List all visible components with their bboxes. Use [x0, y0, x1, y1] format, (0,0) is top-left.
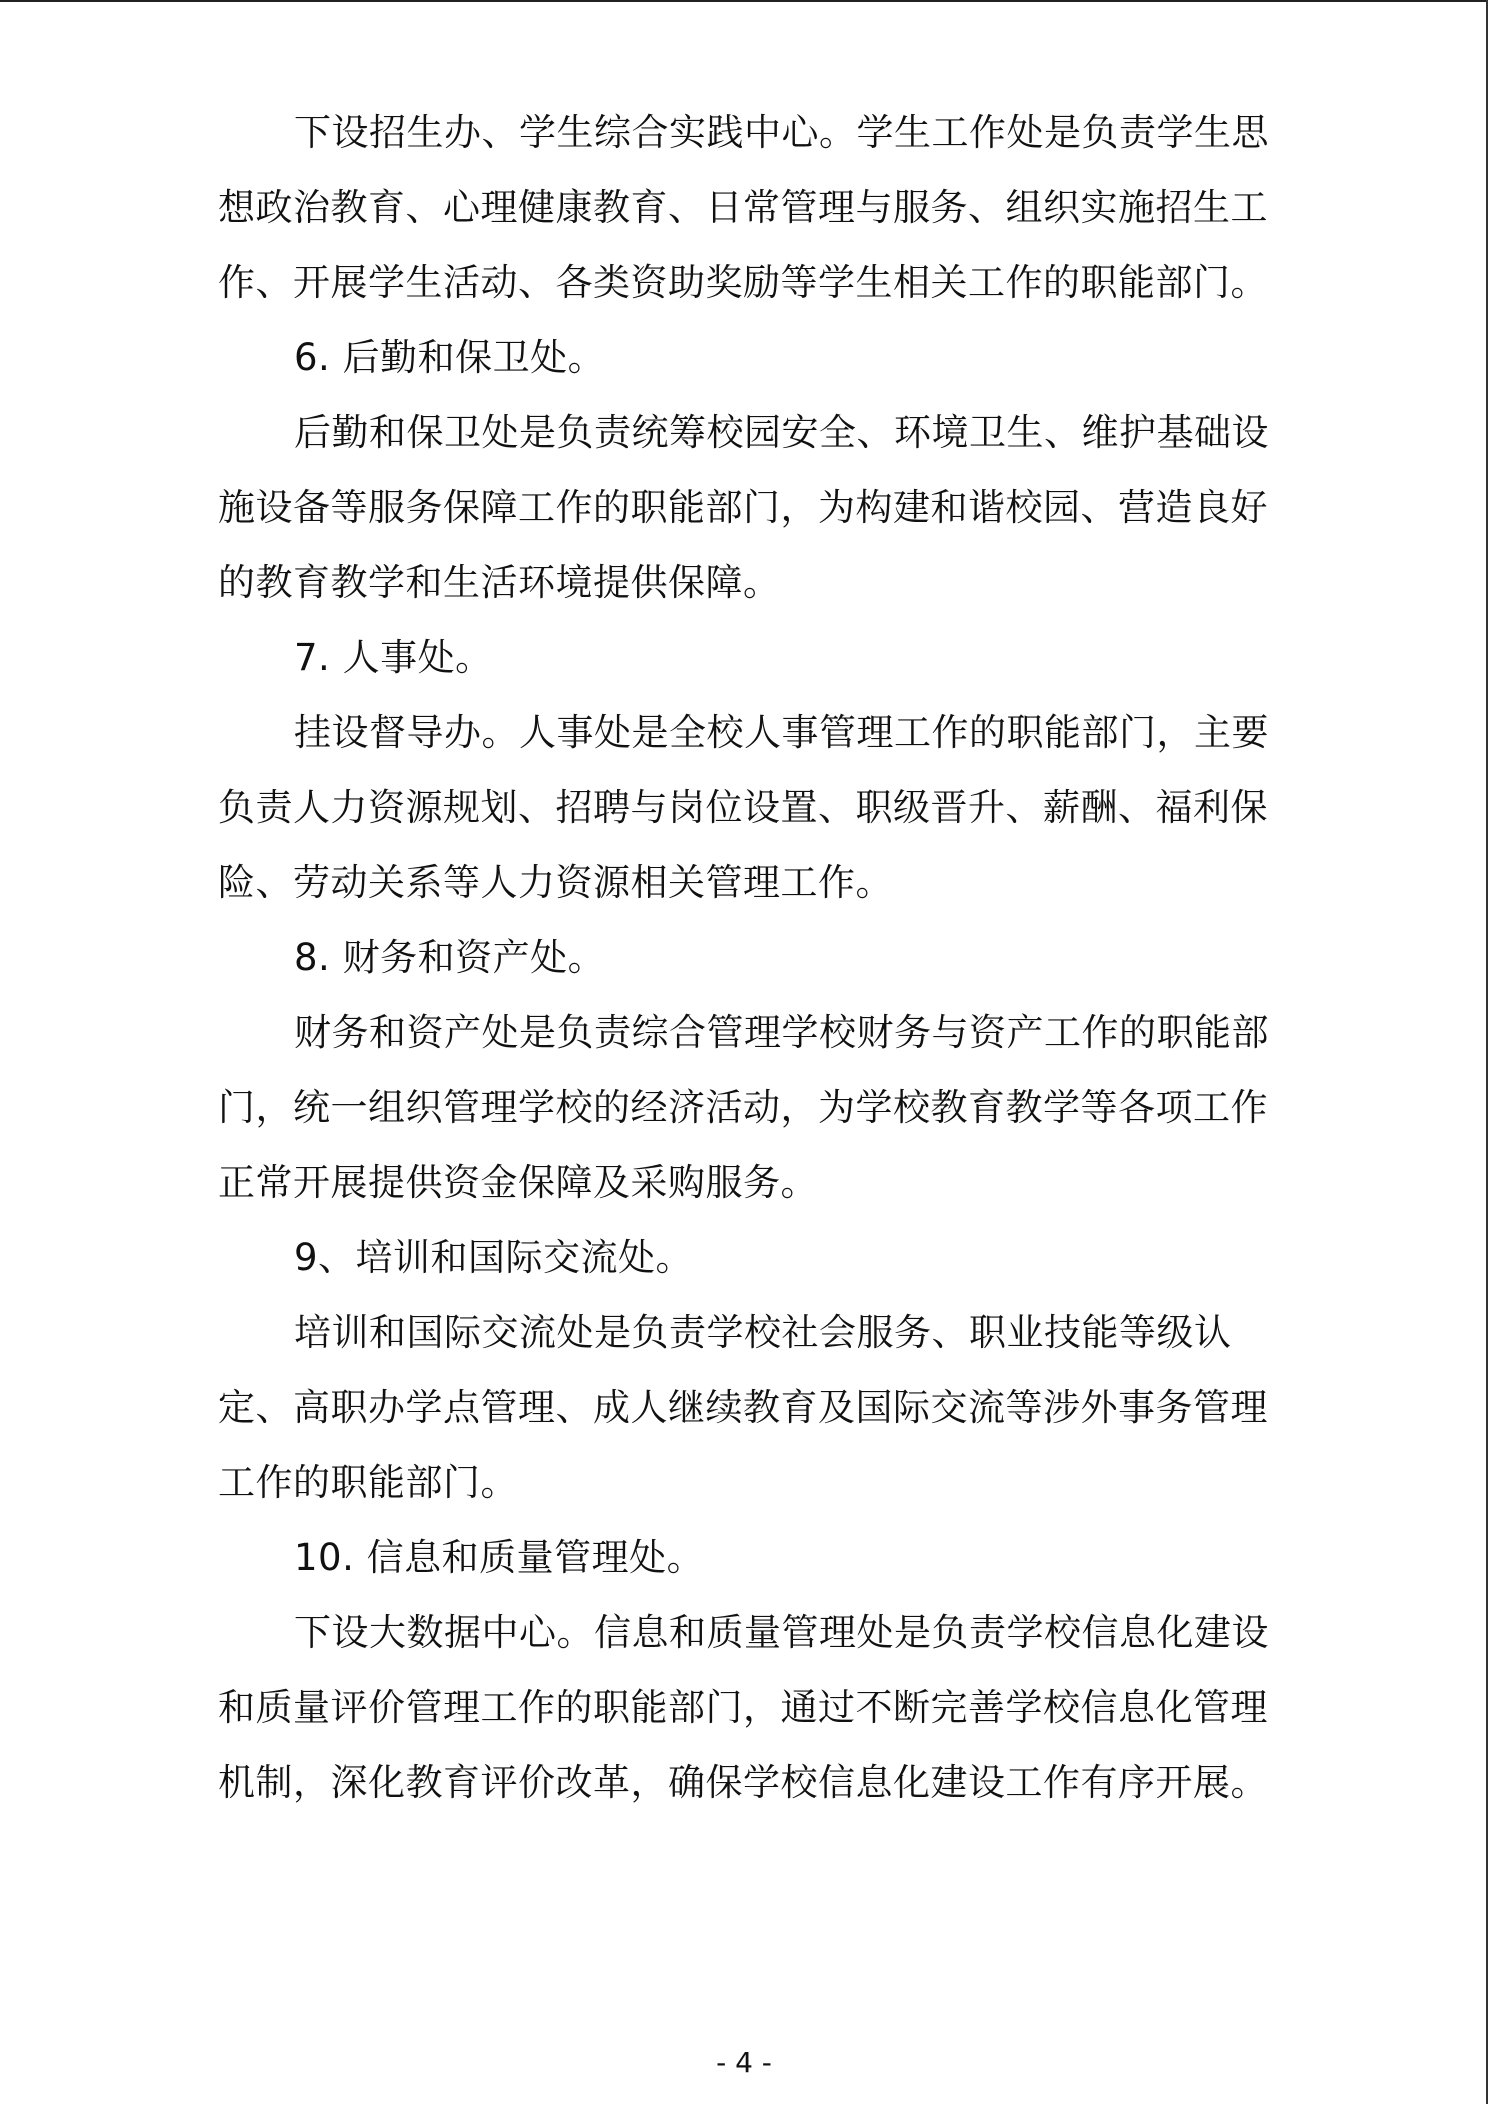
- section-heading-7: 7. 人事处。: [294, 636, 493, 679]
- paragraph-line: 施设备等服务保障工作的职能部门，为构建和谐校园、营造良好: [218, 486, 1268, 529]
- paragraph-line: 想政治教育、心理健康教育、日常管理与服务、组织实施招生工: [218, 186, 1268, 229]
- section-heading-9: 9、培训和国际交流处。: [294, 1236, 694, 1279]
- paragraph-line: 定、高职办学点管理、成人继续教育及国际交流等涉外事务管理: [218, 1386, 1268, 1429]
- section-heading-8: 8. 财务和资产处。: [294, 936, 606, 979]
- paragraph-line: 作、开展学生活动、各类资助奖励等学生相关工作的职能部门。: [218, 261, 1268, 304]
- paragraph-line: 机制，深化教育评价改革，确保学校信息化建设工作有序开展。: [218, 1761, 1268, 1804]
- paragraph-line: 正常开展提供资金保障及采购服务。: [218, 1161, 818, 1204]
- paragraph-line: 的教育教学和生活环境提供保障。: [218, 561, 781, 604]
- paragraph-line: 培训和国际交流处是负责学校社会服务、职业技能等级认: [294, 1311, 1232, 1354]
- page-number: - 4 -: [716, 2046, 772, 2079]
- document-body: [218, 95, 1286, 1820]
- page-top-border: [0, 0, 1488, 2]
- section-heading-6: 6. 后勤和保卫处。: [294, 336, 606, 379]
- paragraph-line: 下设招生办、学生综合实践中心。学生工作处是负责学生思: [294, 111, 1269, 154]
- paragraph-line: 挂设督导办。人事处是全校人事管理工作的职能部门，主要: [294, 711, 1269, 754]
- paragraph-line: 门，统一组织管理学校的经济活动，为学校教育教学等各项工作: [218, 1086, 1268, 1129]
- paragraph-line: 险、劳动关系等人力资源相关管理工作。: [218, 861, 893, 904]
- paragraph-line: 负责人力资源规划、招聘与岗位设置、职级晋升、薪酬、福利保: [218, 786, 1268, 829]
- section-heading-10: 10. 信息和质量管理处。: [294, 1536, 705, 1579]
- paragraph-line: 后勤和保卫处是负责统筹校园安全、环境卫生、维护基础设: [294, 411, 1269, 454]
- paragraph-line: 下设大数据中心。信息和质量管理处是负责学校信息化建设: [294, 1611, 1269, 1654]
- paragraph-line: 和质量评价管理工作的职能部门，通过不断完善学校信息化管理: [218, 1686, 1268, 1729]
- paragraph-line: 工作的职能部门。: [218, 1461, 518, 1504]
- paragraph-line: 财务和资产处是负责综合管理学校财务与资产工作的职能部: [294, 1011, 1269, 1054]
